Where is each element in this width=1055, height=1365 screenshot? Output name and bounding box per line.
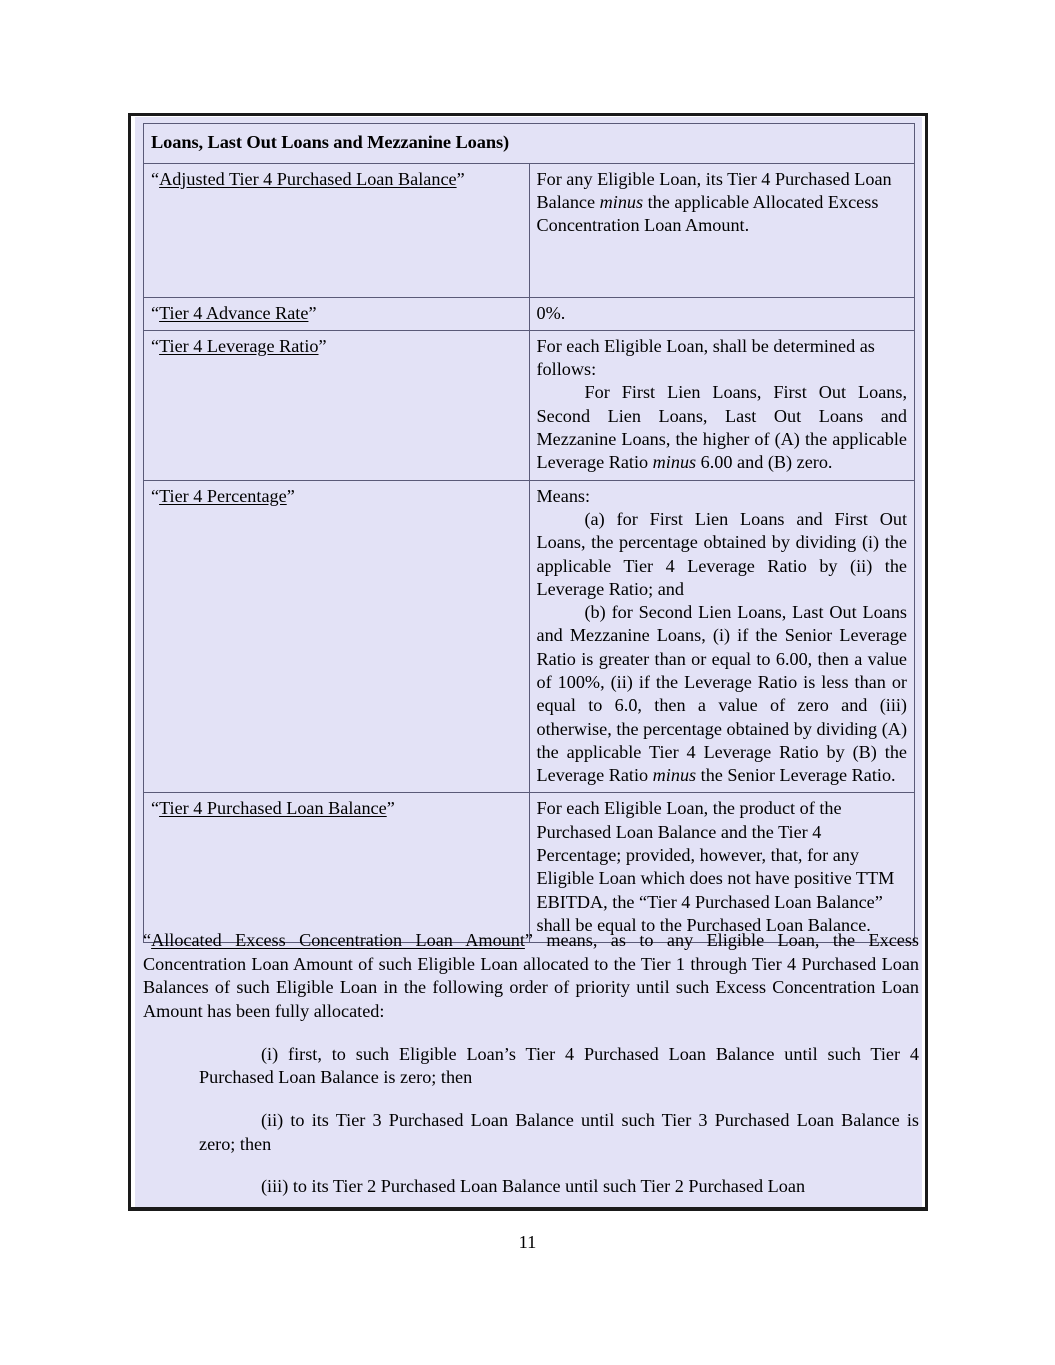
term-label: Tier 4 Advance Rate xyxy=(159,302,309,323)
definition-emphasis-minus: minus xyxy=(599,191,644,212)
definition-text-part-1: For each Eligible Loan, the product of the Purchased Loan Balance and the Tier 4 Percentage; provided, however, that, for any Eligible Loan which does not have positive TTM EBITDA, the “Tier 4 Purchased Loan Balance” shall be equal to the Purchased Loan Balance. xyxy=(536,798,895,935)
definition-lead-in: For each Eligible Loan, shall be determined as follows: xyxy=(536,335,875,380)
definition-text-part-1: For any Eligible Loan, its Tier 4 Purchased Loan Balance xyxy=(536,168,892,212)
term-label: Tier 4 Purchased Loan Balance xyxy=(159,798,387,819)
definition-paragraph-a: (a) for First Lien Loans and First Out Loans, the percentage obtained by dividing (i) the applicable Tier 4 Leverage Ratio by (ii) the Leverage Ratio; and xyxy=(536,508,907,599)
list-item: (i) first, to such Eligible Loan’s Tier 4 Purchased Loan Balance until such Tier 4 Purchased Loan Balance is zero; then xyxy=(199,1043,919,1088)
definition-text-part-2: the Senior Leverage Ratio. xyxy=(696,765,896,786)
term-cell-adjusted-tier-4-purchased-loan-balance xyxy=(144,163,530,297)
table-header-cell xyxy=(144,124,915,164)
definition-text-part-1: For First Lien Loans, First Out Loans, Second Lien Loans, Last Out Loans and Mezzanine Loans, the higher of (A) the applicable Leverage Ratio xyxy=(536,382,907,473)
list-item: (iii) to its Tier 2 Purchased Loan Balance until such Tier 2 Purchased Loan xyxy=(261,1176,806,1197)
term-open-quote: “ xyxy=(151,168,160,189)
definition-cell-tier-4-purchased-loan-balance xyxy=(529,793,915,943)
term-cell-tier-4-advance-rate xyxy=(144,297,530,330)
definition-cell-tier-4-leverage-ratio xyxy=(529,330,915,480)
definition-open-quote: “ xyxy=(143,930,152,950)
term-cell-tier-4-leverage-ratio xyxy=(144,330,530,480)
definitions-table xyxy=(143,123,915,943)
definition-lead-in: Means: xyxy=(536,485,591,506)
definition-cell-tier-4-advance-rate xyxy=(529,297,915,330)
list-item: (ii) to its Tier 3 Purchased Loan Balance until such Tier 3 Purchased Loan Balance is zero; then xyxy=(199,1109,919,1154)
page-content-area xyxy=(135,117,922,1207)
table-header-row xyxy=(144,124,915,164)
definition-emphasis-minus: minus xyxy=(652,765,697,786)
term-close-quote: ” xyxy=(386,798,395,819)
table-row xyxy=(144,163,915,297)
allocated-excess-concentration-definition xyxy=(143,929,919,1024)
term-label: Adjusted Tier 4 Purchased Loan Balance xyxy=(159,168,457,189)
term-open-quote: “ xyxy=(151,485,160,506)
definition-text-part-1: 0%. xyxy=(536,302,566,323)
term-open-quote: “ xyxy=(151,335,160,356)
definition-body-text: means, as to any Eligible Loan, the Excess Concentration Loan Amount of such Eligible Loan allocated to the Tier 1 through Tier 4 Purchased Loan Balances of such Eligible Loan in the following order of priority until such Excess Concentration Loan Amount has been fully allocated: xyxy=(143,930,919,1021)
page-number: 11 xyxy=(518,1232,537,1252)
term-close-quote: ” xyxy=(286,485,295,506)
term-open-quote: “ xyxy=(151,302,160,323)
term-open-quote: “ xyxy=(151,798,160,819)
term-close-quote: ” xyxy=(308,302,317,323)
table-row xyxy=(144,793,915,943)
body-text-block xyxy=(143,929,919,1199)
term-close-quote: ” xyxy=(318,335,327,356)
definition-close-quote: ” xyxy=(524,930,533,950)
table-row xyxy=(144,297,915,330)
term-cell-tier-4-percentage xyxy=(144,480,530,793)
table-header-text: Loans, Last Out Loans and Mezzanine Loans) xyxy=(151,132,510,152)
table-row xyxy=(144,330,915,480)
term-close-quote: ” xyxy=(456,168,465,189)
definition-paragraph-b xyxy=(537,601,908,787)
definition-text-part-1: (b) for Second Lien Loans, Last Out Loans and Mezzanine Loans, (i) if the Senior Leverage Ratio is greater than or equal to 6.00, then a value of 100%, (ii) if the Leverage Ratio is less than or equal to 6.0, then a value of zero and (iii) otherwise, the percentage obtained by dividing (A) the applicable Tier 4 Leverage Ratio by (B) the Leverage Ratio xyxy=(536,602,907,786)
definition-cell-adjusted-tier-4-purchased-loan-balance xyxy=(529,163,915,297)
term-cell-tier-4-purchased-loan-balance xyxy=(144,793,530,943)
definition-emphasis-minus: minus xyxy=(652,452,697,473)
definition-text-part-2: the applicable Allocated Excess Concentration Loan Amount. xyxy=(536,191,879,236)
table-row xyxy=(144,480,915,793)
term-label: Tier 4 Percentage xyxy=(159,485,287,506)
definition-term-label: Allocated Excess Concentration Loan Amount xyxy=(151,930,525,950)
definition-text-part-2: 6.00 and (B) zero. xyxy=(696,452,833,473)
definition-cell-tier-4-percentage xyxy=(529,480,915,793)
term-label: Tier 4 Leverage Ratio xyxy=(159,335,319,356)
definition-paragraph-a xyxy=(537,381,908,474)
